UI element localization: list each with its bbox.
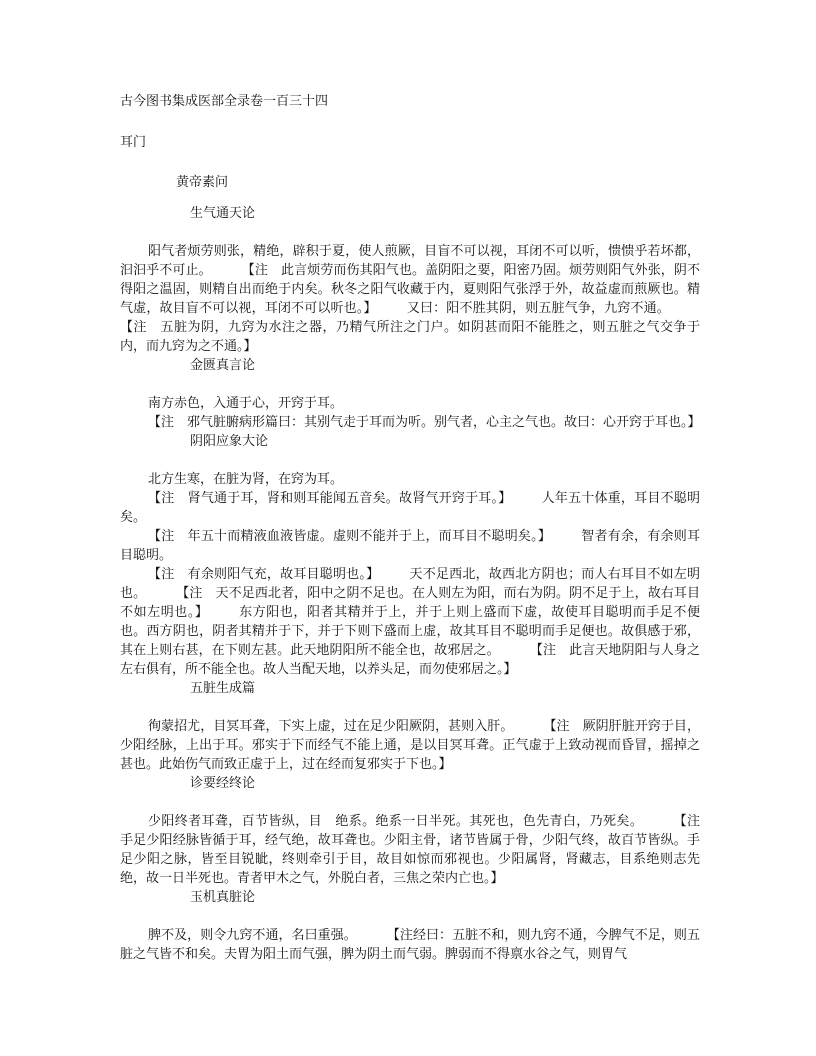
section-heading: 耳门	[120, 135, 147, 150]
text-segment: 又曰：阳不胜其阴，则五脏气争，九窍不通。	[406, 301, 670, 316]
paragraph	[120, 394, 700, 413]
chapter-heading: 金匮真言论	[190, 358, 256, 373]
text-segment: 北方生寒，在脏为肾，在窍为耳。	[148, 472, 344, 487]
commentary: 【注 邪气脏腑病形篇曰：其别气走于耳而为听。别气者，心主之气也。故曰：心开窍于耳也。】	[148, 415, 701, 430]
paragraph	[120, 565, 700, 679]
paragraph	[120, 242, 700, 356]
paragraph	[120, 527, 700, 565]
text-segment: 脾不及，则令九窍不通，名曰重强。	[148, 928, 357, 943]
text-segment: 天不足西北，故西北方阴也；而人右耳目不如左明也。	[120, 567, 700, 601]
commentary: 【注经曰：五脏不和，则九窍不通，今脾气不足，则五脏之气皆不和矣。夫胃为阳土而气强，脾为阴土而气弱。脾弱而不得禀水谷之气，则胃气	[120, 928, 700, 962]
chapter-heading: 诊要经终论	[190, 776, 256, 791]
text-segment: 东方阳也，阳者其精并于上，并于上则上盛而下虚，故使耳目聪明而手足不便也。西方阴也，阴者其精并于下，并于下则下盛而上虚，故其耳目不聪明而手足便也。故俱感于邪，其在上则右甚，在下则左甚。此天地阴阳所不能全也，故邪居之。	[120, 605, 700, 658]
commentary: 【注 此言天地阴阳与人身之左右俱有，所不能全也。故人当配天地，以养头足，而勿使邪居之。】	[120, 643, 700, 677]
text-segment: 人年五十体重，耳目不聪明矣。	[120, 491, 700, 525]
commentary: 【注 厥阴肝脏开窍于目，少阳经脉，上出于耳。邪实于下而经气不能上通，是以目冥耳聋。正气虚于上致动视而昏冒，摇掉之甚也。此始伤气而致正虚于上，过在经而复邪实于下也。】	[120, 719, 700, 772]
paragraph	[120, 717, 700, 774]
paragraph	[120, 812, 713, 888]
text-segment: 少阳终者耳聋，百节皆纵，目 绝系。绝系一日半死。其死也，色先青白，乃死矣。	[148, 814, 644, 829]
commentary: 【注 有余则阳气充，故耳目聪明也。】	[148, 567, 380, 582]
commentary: 【注 天不足西北者，阳中之阴不足也。在人则左为阳，而右为阴。阴不足于上，故右耳目不如左明也。】	[120, 586, 700, 620]
paragraph	[120, 489, 700, 527]
commentary: 【注 年五十而精液血液皆虚。虚则不能并于上，而耳目不聪明矣。】	[148, 529, 552, 544]
commentary: 【注 五脏为阴，九窍为水注之器，乃精气所注之门户。如阴甚而阳不能胜之，则五脏之气交争于内，而九窍为之不通。】	[120, 320, 700, 354]
chapter-heading: 五脏生成篇	[190, 681, 256, 696]
commentary: 【注 手足少阳经脉皆循于耳，经气绝，故耳聋也。少阳主骨，诸节皆属于骨，少阳气终，故百节皆纵。手足少阳之脉，皆至目锐眦，终则牵引于目，故目如惊而邪视也。少阳属肾，肾藏志，目系绝则志先绝，故一日半死也。青者甲木之气，外脱白者，三焦之荣内亡也。】	[120, 814, 713, 886]
document-title: 古今图书集成医部全录卷一百三十四	[120, 94, 329, 109]
chapter-heading: 生气通天论	[190, 206, 256, 221]
book-heading: 黄帝素问	[176, 175, 229, 190]
paragraph	[120, 470, 700, 489]
paragraph	[120, 413, 700, 432]
chapter-heading: 阴阳应象大论	[190, 434, 269, 449]
commentary: 【注 肾气通于耳，肾和则耳能闻五音矣。故肾气开窍于耳。】	[148, 491, 512, 506]
text-segment: 徇蒙招尤，目冥耳聋，下实上虚，过在足少阳厥阴，甚则入肝。	[148, 719, 514, 734]
chapter-heading: 玉机真脏论	[190, 890, 256, 905]
commentary: 【注 此言烦劳而伤其阳气也。盖阴阳之要，阳密乃固。烦劳则阳气外张，阴不得阳之温固，则精自出而绝于内矣。秋冬之阳气收藏于内，夏则阳气张浮于外，故益虚而煎厥也。精气虚，故目盲不可以视，耳闭不可以听也。】	[120, 263, 700, 316]
text-segment: 南方赤色，入通于心，开窍于耳。	[148, 396, 344, 411]
paragraph	[120, 926, 700, 964]
text-segment: 阳气者烦劳则张，精绝，辟积于夏，使人煎厥，目盲不可以视，耳闭不可以听，愦愦乎若坏都，汩汩乎不可止。	[120, 244, 700, 278]
document-page	[120, 92, 713, 964]
text-segment: 智者有余，有余则耳目聪明。	[120, 529, 700, 563]
